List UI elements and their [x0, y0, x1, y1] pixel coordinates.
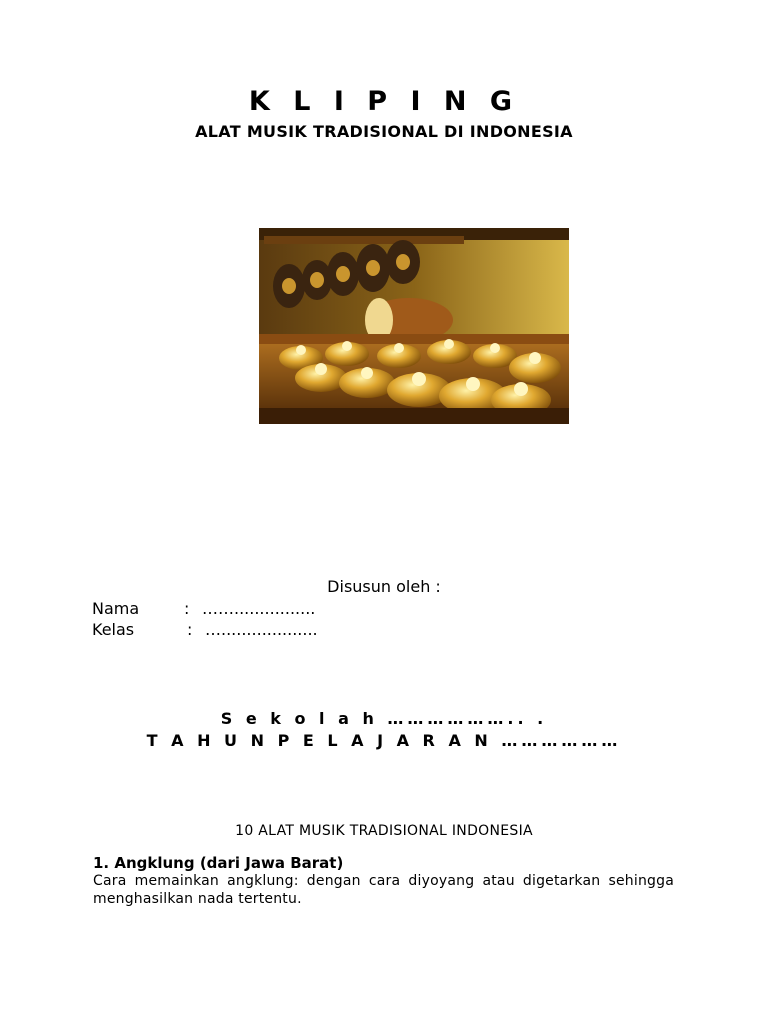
document-title: K L I P I N G — [248, 86, 520, 117]
item-heading: 1. Angklung (dari Jawa Barat) — [93, 854, 344, 872]
document-subtitle: ALAT MUSIK TRADISIONAL DI INDONESIA — [195, 122, 573, 141]
author-intro: Disusun oleh : — [327, 577, 441, 596]
academic-year-line: T A H U N P E L A J A R A N ……………… — [146, 731, 622, 750]
field-value: ……................ — [202, 599, 316, 618]
field-label: Nama — [92, 599, 140, 618]
field-colon: : — [187, 620, 193, 639]
item-text: Cara memainkan angklung: dengan cara diyoyang atau digetarkan sehingga menghasilkan nada tertentu. — [93, 873, 674, 907]
school-line: S e k o l a h ……………….. . — [220, 709, 548, 728]
field-label: Kelas — [92, 620, 135, 639]
gamelan-photo — [259, 228, 569, 424]
field-value: …................... — [205, 620, 318, 639]
field-nama — [92, 599, 315, 618]
field-colon: : — [184, 599, 190, 618]
section-title: 10 ALAT MUSIK TRADISIONAL INDONESIA — [235, 823, 533, 839]
field-kelas — [92, 620, 318, 639]
